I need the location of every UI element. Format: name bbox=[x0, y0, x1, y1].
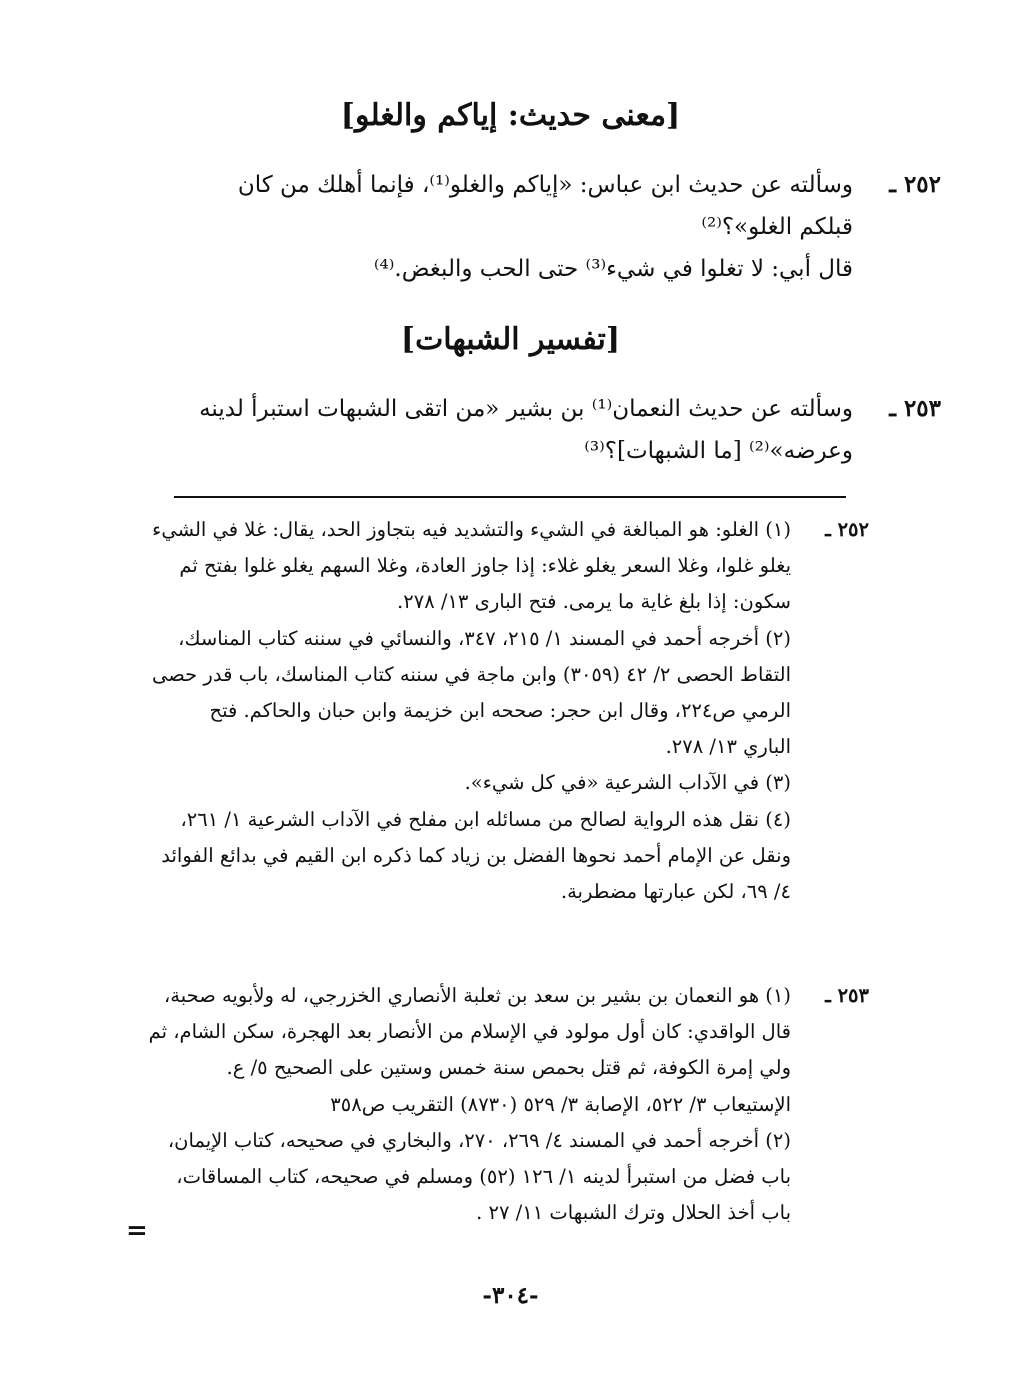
footnote-line: سكون: إذا بلغ غاية ما يرمى. فتح البارى ١٣/ ٢٧٨. bbox=[397, 590, 791, 614]
footnote-line: يغلو غلوا، وغلا السعر يغلو غلاء: إذا جاوز العادة، وغلا السهم يغلو غلوا بفتح ثم bbox=[179, 554, 791, 578]
footnote-line: الرمي ص٢٢٤، وقال ابن حجر: صححه ابن خزيمة وابن حبان والحاكم. فتح bbox=[209, 699, 791, 723]
paragraph-number: ٢٥٢ ـ bbox=[889, 171, 941, 198]
footnote-line: قال الواقدي: كان أول مولود في الإسلام من الأنصار بعد الهجرة، سكن الشام، ثم bbox=[148, 1020, 791, 1044]
paragraph-line: قال أبي: لا تغلوا في شيء⁽³⁾ حتى الحب والبغض.⁽⁴⁾ bbox=[373, 256, 853, 282]
footnote-line: (١) الغلو: هو المبالغة في الشيء والتشديد فيه بتجاوز الحد، يقال: غلا في الشيء bbox=[152, 518, 791, 541]
footnote-line: باب أخذ الحلال وترك الشبهات ١١/ ٢٧ . bbox=[476, 1201, 791, 1225]
paragraph-line: وسألته عن حديث النعمان⁽¹⁾ بن بشير «من اتقى الشبهات استبرأ لدينه bbox=[199, 396, 853, 422]
footnote-group-number: ٢٥٢ ـ bbox=[825, 518, 869, 541]
footnote-group-number: ٢٥٣ ـ bbox=[825, 984, 869, 1007]
footnote-line: ٤/ ٦٩، لكن عبارتها مضطربة. bbox=[560, 880, 791, 904]
paragraph-line: وسألته عن حديث ابن عباس: «إياكم والغلو⁽¹⁾، فإنما أهلك من كان bbox=[237, 172, 853, 198]
footnote-line: باب فضل من استبرأ لدينه ١/ ١٢٦ (٥٢) ومسلم في صحيحه، كتاب المساقات، bbox=[176, 1165, 791, 1189]
footnote-line: (٣) في الآداب الشرعية «في كل شيء». bbox=[464, 771, 791, 795]
paragraph-252 bbox=[153, 164, 941, 290]
section-heading-shubuhat: [تفسير الشبهات] bbox=[400, 322, 621, 357]
footnote-line: ولي إمرة الكوفة، ثم قتل بحمص سنة خمس وستين على الصحيح ٥/ ع. bbox=[226, 1056, 791, 1080]
footnotes-253 bbox=[121, 978, 869, 1231]
footnote-separator bbox=[174, 496, 846, 498]
paragraph-253 bbox=[153, 388, 941, 472]
paragraph-line: وعرضه»⁽²⁾ [ما الشبهات]؟⁽³⁾ bbox=[584, 438, 853, 464]
footnote-line: التقاط الحصى ٢/ ٤٢ (٣٠٥٩) وابن ماجة في سننه كتاب المناسك، باب قدر حصى bbox=[152, 662, 791, 686]
footnote-line: ونقل عن الإمام أحمد نحوها الفضل بن زياد كما ذكره ابن القيم في بدائع الفوائد bbox=[161, 843, 791, 867]
footnote-line: الإستيعاب ٣/ ٥٢٢، الإصابة ٣/ ٥٢٩ (٨٧٣٠) التقريب ص٣٥٨ bbox=[330, 1092, 791, 1116]
page-number: -٣٠٤- bbox=[482, 1282, 539, 1309]
footnote-line: (٢) أخرجه أحمد في المسند ٤/ ٢٦٩، ٢٧٠، والبخاري في صحيحه، كتاب الإيمان، bbox=[167, 1128, 791, 1152]
footnote-line: الباري ١٣/ ٢٧٨. bbox=[665, 735, 791, 759]
footnote-line: (٤) نقل هذه الرواية لصالح من مسائله ابن مفلح في الآداب الشرعية ١/ ٢٦١، bbox=[180, 807, 791, 831]
section-heading-ghuluw: [معنى حديث: إياكم والغلو] bbox=[340, 98, 681, 133]
footnote-line: (١) هو النعمان بن بشير بن سعد بن ثعلبة الأنصاري الخزرجي، له ولأبويه صحبة، bbox=[163, 984, 791, 1007]
footnote-line: (٢) أخرجه أحمد في المسند ١/ ٢١٥، ٣٤٧، والنسائي في سننه كتاب المناسك، bbox=[178, 626, 791, 650]
paragraph-line: قبلكم الغلو»؟⁽²⁾ bbox=[701, 214, 853, 240]
paragraph-number: ٢٥٣ ـ bbox=[889, 395, 941, 422]
footnotes-252 bbox=[121, 512, 869, 910]
continuation-mark: = bbox=[126, 1216, 148, 1246]
